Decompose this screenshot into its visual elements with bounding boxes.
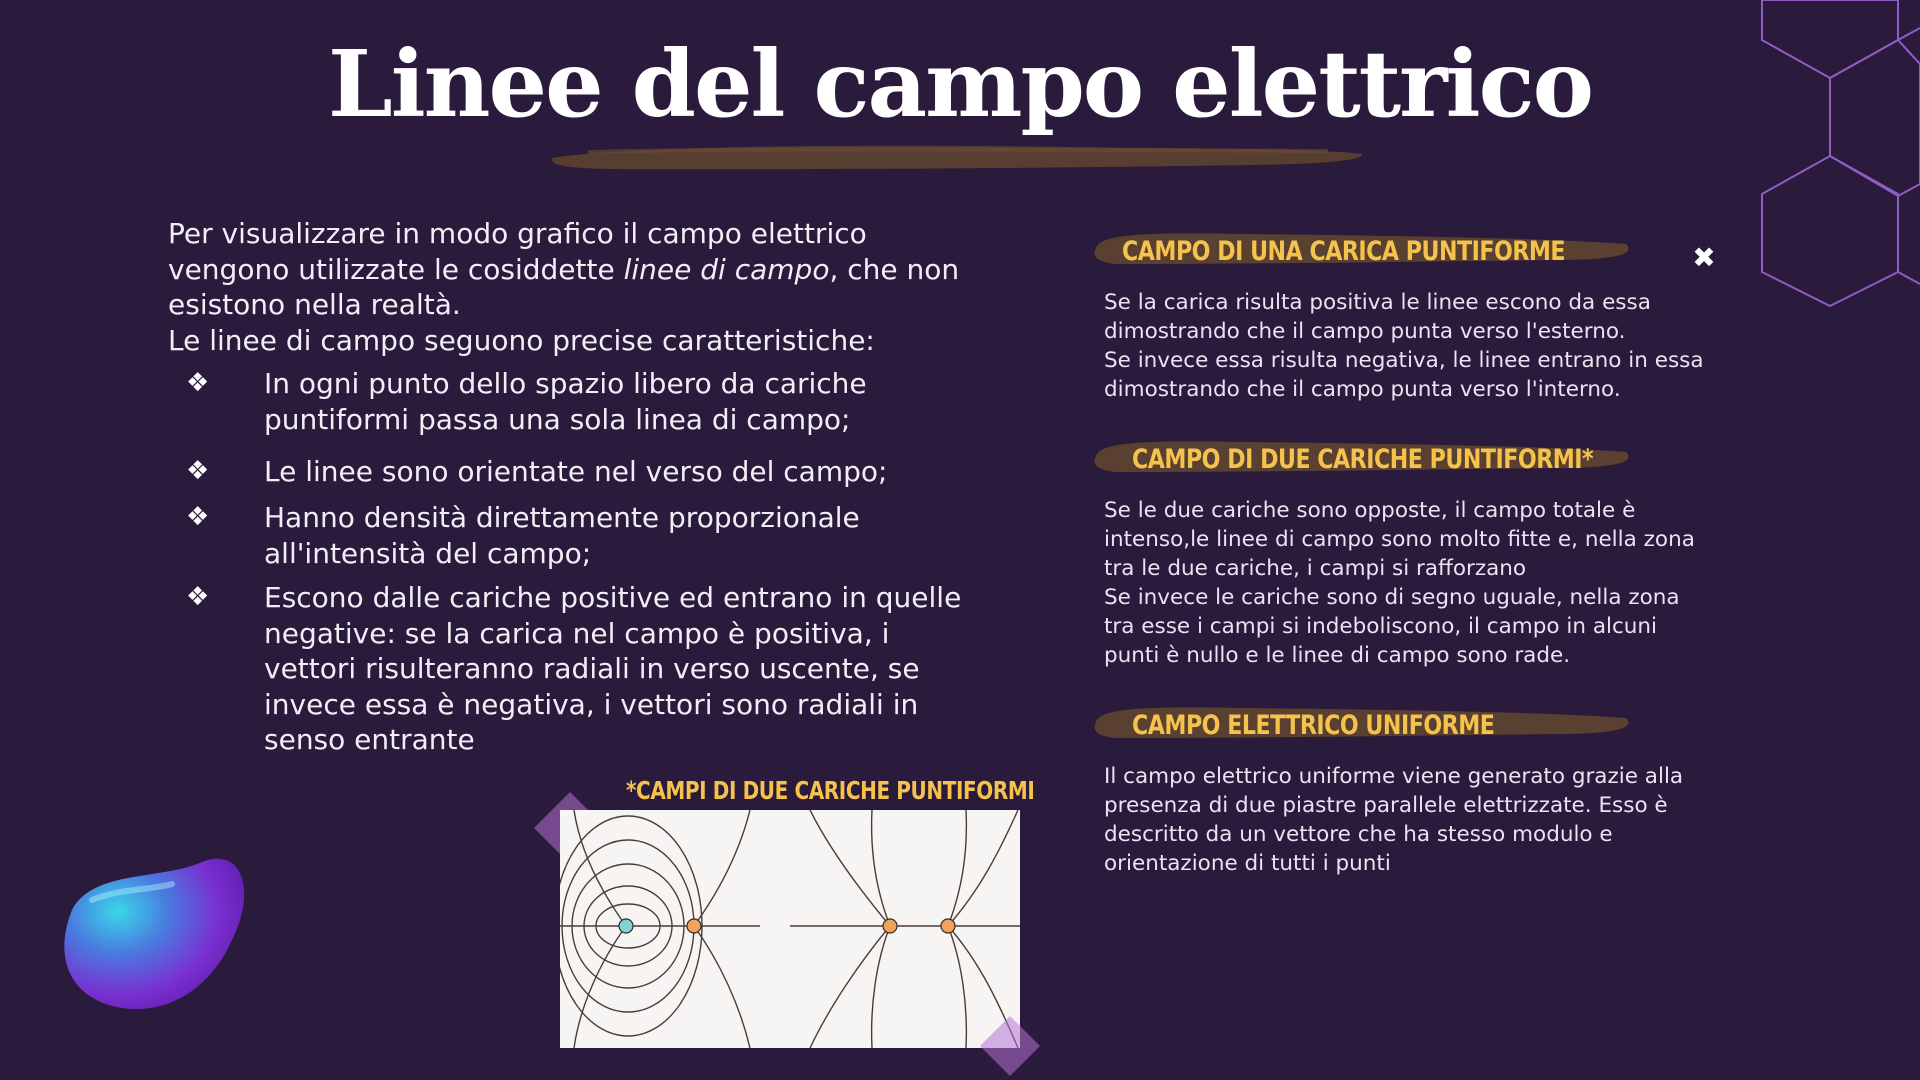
tape-decoration [976,1010,1046,1080]
intro-emphasis: linee di campo [623,252,830,286]
figure-caption: *CAMPI DI DUE CARICHE PUNTIFORMI [626,776,1035,805]
section-heading-label: CAMPO ELETTRICO UNIFORME [1132,710,1495,741]
section-body: Se la carica risulta positiva le linee escono da essa dimostrando che il campo punta verso l'esterno. Se invece essa risulta negativa, le linee entrano in essa dimostrando che il campo punta verso l'interno. [1104,290,1704,402]
section-heading-label: CAMPO DI DUE CARICHE PUNTIFORMI* [1132,444,1594,475]
diamond-bullet-icon: ❖ [186,582,210,612]
section-body: Il campo elettrico uniforme viene generato grazie alla presenza di due piastre parallele elettrizzate. Esso è descritto da un vettore che ha stesso modulo e orientazione di tutti i punti [1104,764,1684,876]
close-icon[interactable]: ✖ [1692,241,1716,274]
positive-charge [687,919,701,933]
intro-text [168,216,968,358]
section-heading [1086,700,1726,750]
field-lines-figure [560,810,1020,1048]
bullet-item [168,500,968,571]
intro-paragraph: Per visualizzare in modo grafico il campo elettrico vengono utilizzate le cosiddette linee di campo, che non esistono nella realtà. [168,217,960,321]
diamond-bullet-icon: ❖ [186,502,210,532]
positive-charge [883,919,897,933]
bullet-item [168,580,968,758]
gradient-blob-decoration [52,850,252,1020]
bullet-item [168,366,968,437]
slide-title: Linee del campo elettrico [328,30,1592,138]
section-heading-label: CAMPO DI UNA CARICA PUNTIFORME [1122,236,1566,267]
bullet-text: Le linee sono orientate nel verso del campo; [264,455,888,488]
diamond-bullet-icon: ❖ [186,368,210,398]
section-two-charges [1086,434,1726,670]
section-heading [1086,434,1726,484]
bullet-text: Escono dalle cariche positive ed entrano in quelle negative: se la carica nel campo è positiva, i vettori risulteranno radiali in verso uscente, se invece essa è negativa, i vettori sono radiali in senso entrante [264,581,962,756]
negative-charge [619,919,633,933]
section-body: Se le due cariche sono opposte, il campo totale è intenso,le linee di campo sono molto fitte e, nella zona tra le due cariche, i campi si rafforzano Se invece le cariche sono di segno uguale, nella zona tra esse i campi si indeboliscono, il campo in alcuni punti è nullo e le linee di campo sono rade. [1104,498,1695,668]
bullet-text: In ogni punto dello spazio libero da cariche puntiformi passa una sola linea di campo; [264,367,867,436]
title-underline-brush [548,138,1368,178]
section-uniform-field [1086,700,1726,878]
section-point-charge [1086,226,1726,404]
bullet-item [168,454,887,490]
intro-line-2: Le linee di campo seguono precise caratteristiche: [168,323,875,357]
field-lines-drawing [560,810,1020,1048]
diamond-bullet-icon: ❖ [186,456,210,486]
hexagon-decoration [1740,0,1920,320]
positive-charge [941,919,955,933]
bullet-text: Hanno densità direttamente proporzionale all'intensità del campo; [264,501,860,570]
section-heading [1086,226,1726,276]
